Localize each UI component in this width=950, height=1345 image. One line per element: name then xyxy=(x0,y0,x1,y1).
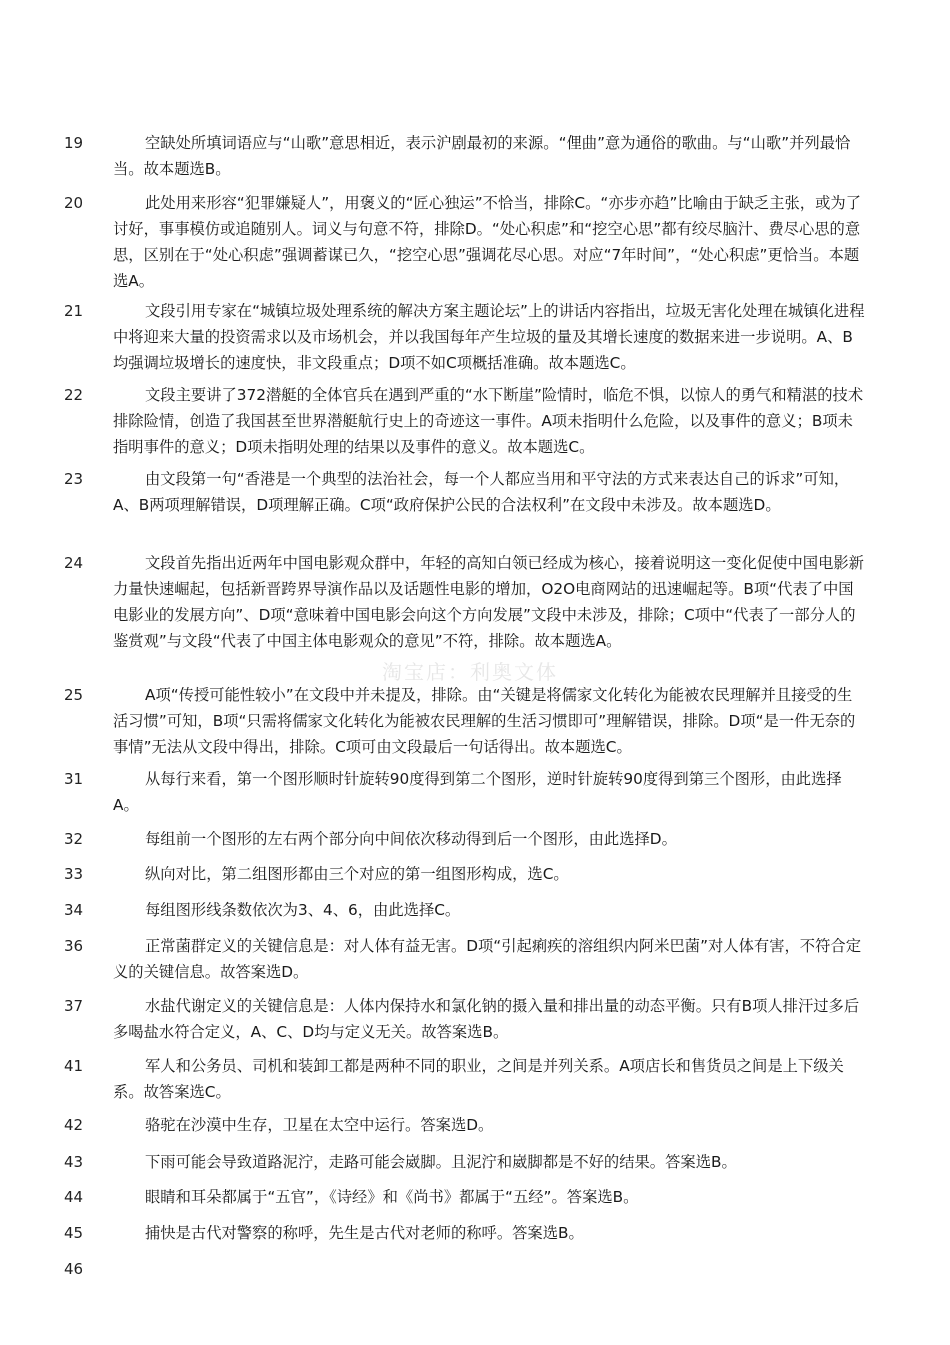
explanation-text: 空缺处所填词语应与“山歌”意思相近，表示沪剧最初的来源。“俚曲”意为通俗的歌曲。与“山歌”并列最恰当。故本题选B。 xyxy=(113,134,851,178)
explanation-text: 由文段第一句“香港是一个典型的法治社会，每一个人都应当用和平守法的方式来表达自己的诉求”可知，A、B两项理解错误，D项理解正确。C项“政府保护公民的合法权利”在文段中未涉及。故本题选D。 xyxy=(113,470,850,514)
explanation-text: 纵向对比，第二组图形都由三个对应的第一组图形构成，选C。 xyxy=(145,865,569,883)
question-number: 23 xyxy=(64,470,84,488)
question-number: 37 xyxy=(64,997,84,1015)
question-number: 36 xyxy=(64,937,84,955)
question-number: 43 xyxy=(64,1153,84,1171)
explanation-text: 下雨可能会导致道路泥泞，走路可能会崴脚。且泥泞和崴脚都是不好的结果。答案选B。 xyxy=(145,1153,737,1171)
question-number: 42 xyxy=(64,1116,84,1134)
question-number: 20 xyxy=(64,194,84,212)
explanation-text: 军人和公务员、司机和装卸工都是两种不同的职业，之间是并列关系。A项店长和售货员之间是上下级关系。故答案选C。 xyxy=(113,1057,844,1101)
question-number: 44 xyxy=(64,1188,84,1206)
explanation-text: 文段引用专家在“城镇垃圾处理系统的解决方案主题论坛”上的讲话内容指出，垃圾无害化处理在城镇化进程中将迎来大量的投资需求以及市场机会，并以我国每年产生垃圾的量及其增长速度的数据来进一步说明。A、B均强调垃圾增长的速度快，非文段重点；D项不如C项概括准确。故本题选C。 xyxy=(113,302,865,372)
explanation-text: 骆驼在沙漠中生存，卫星在太空中运行。答案选D。 xyxy=(145,1116,494,1134)
explanation-text: 每组前一个图形的左右两个部分向中间依次移动得到后一个图形，由此选择D。 xyxy=(145,830,677,848)
question-number: 22 xyxy=(64,386,84,404)
explanation-text: 眼睛和耳朵都属于“五官”，《诗经》和《尚书》都属于“五经”。答案选B。 xyxy=(145,1188,639,1206)
question-number: 45 xyxy=(64,1224,84,1242)
explanation-text: 捕快是古代对警察的称呼，先生是古代对老师的称呼。答案选B。 xyxy=(145,1224,584,1242)
shop-watermark: 淘宝店：利奥文体 xyxy=(382,660,558,684)
question-number: 32 xyxy=(64,830,84,848)
question-number: 33 xyxy=(64,865,84,883)
explanation-text: 此处用来形容“犯罪嫌疑人”，用褒义的“匠心独运”不恰当，排除C。“亦步亦趋”比喻由于缺乏主张，或为了讨好，事事模仿或追随别人。词义与句意不符，排除D。“处心积虑”和“挖空心思”都有绞尽脑汁、费尽心思的意思，区别在于“处心积虑”强调蓄谋已久，“挖空心思”强调花尽心思。对应“7年时间”，“处心积虑”更恰当。本题选A。 xyxy=(113,194,861,290)
explanation-text: 每组图形线条数依次为3、4、6，由此选择C。 xyxy=(145,901,461,919)
question-number: 46 xyxy=(64,1260,84,1278)
explanation-text: 水盐代谢定义的关键信息是：人体内保持水和氯化钠的摄入量和排出量的动态平衡。只有B项人排汗过多后多喝盐水符合定义，A、C、D均与定义无关。故答案选B。 xyxy=(113,997,860,1041)
explanation-text: A项“传授可能性较小”在文段中并未提及，排除。由“关键是将儒家文化转化为能被农民理解并且接受的生活习惯”可知，B项“只需将儒家文化转化为能被农民理解的生活习惯即可”理解错误，排除。D项“是一件无奈的事情”无法从文段中得出，排除。C项可由文段最后一句话得出。故本题选C。 xyxy=(113,686,856,756)
question-number: 31 xyxy=(64,770,84,788)
question-number: 34 xyxy=(64,901,84,919)
explanation-text: 文段首先指出近两年中国电影观众群中，年轻的高知白领已经成为核心，接着说明这一变化促使中国电影新力量快速崛起，包括新晋跨界导演作品以及话题性电影的增加，O2O电商网站的迅速崛起等。B项“代表了中国电影业的发展方向”、D项“意味着中国电影会向这个方向发展”文段中未涉及，排除；C项中“代表了一部分人的鉴赏观”与文段“代表了中国主体电影观众的意见”不符，排除。故本题选A。 xyxy=(113,554,864,650)
explanation-text: 正常菌群定义的关键信息是：对人体有益无害。D项“引起痢疾的溶组织内阿米巴菌”对人体有害，不符合定义的关键信息。故答案选D。 xyxy=(113,937,861,981)
question-number: 41 xyxy=(64,1057,84,1075)
explanation-text: 文段主要讲了372潜艇的全体官兵在遇到严重的“水下断崖”险情时，临危不惧，以惊人的勇气和精湛的技术排除险情，创造了我国甚至世界潜艇航行史上的奇迹这一事件。A项未指明什么危险，以及事件的意义；B项未指明事件的意义；D项未指明处理的结果以及事件的意义。故本题选C。 xyxy=(113,386,864,456)
explanation-text: 从每行来看，第一个图形顺时针旋转90度得到第二个图形，逆时针旋转90度得到第三个图形，由此选择A。 xyxy=(113,770,842,814)
question-number: 24 xyxy=(64,554,84,572)
question-number: 21 xyxy=(64,302,84,320)
question-number: 25 xyxy=(64,686,84,704)
question-number: 19 xyxy=(64,134,84,152)
